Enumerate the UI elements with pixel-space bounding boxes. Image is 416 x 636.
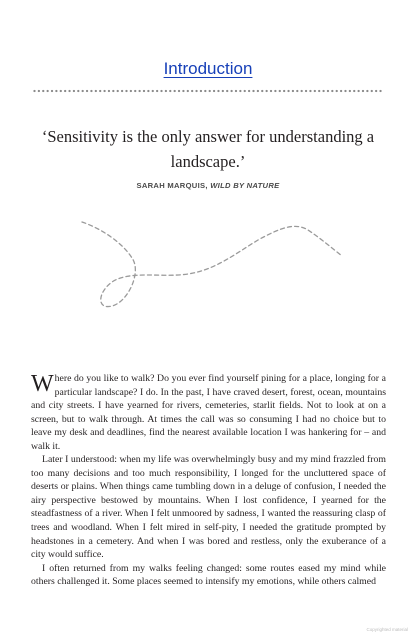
- divider-dot: [191, 90, 193, 92]
- divider-dot: [86, 90, 88, 92]
- divider-dot: [33, 90, 35, 92]
- divider-dot: [366, 90, 368, 92]
- divider-dot: [353, 90, 355, 92]
- divider-dot: [309, 90, 311, 92]
- divider-dot: [301, 90, 303, 92]
- divider-dot: [64, 90, 66, 92]
- divider-dot: [82, 90, 84, 92]
- divider-dot: [55, 90, 57, 92]
- divider-dot: [379, 90, 381, 92]
- divider-dot: [195, 90, 197, 92]
- divider-dot: [130, 90, 132, 92]
- body-text: [31, 372, 386, 589]
- dotted-divider: [33, 89, 383, 93]
- divider-dot: [261, 90, 263, 92]
- dashed-squiggle-ornament: [70, 210, 360, 320]
- drop-cap: W: [31, 371, 54, 397]
- divider-dot: [340, 90, 342, 92]
- divider-dot: [287, 90, 289, 92]
- divider-dot: [296, 90, 298, 92]
- divider-dot: [235, 90, 237, 92]
- divider-dot: [95, 90, 97, 92]
- divider-dot: [112, 90, 114, 92]
- divider-dot: [213, 90, 215, 92]
- divider-dot: [108, 90, 110, 92]
- divider-dot: [174, 90, 176, 92]
- divider-dot: [46, 90, 48, 92]
- divider-dot: [292, 90, 294, 92]
- divider-dot: [99, 90, 101, 92]
- divider-dot: [204, 90, 206, 92]
- divider-dot: [270, 90, 272, 92]
- divider-dot: [239, 90, 241, 92]
- epigraph-quote: ‘Sensitivity is the only answer for understanding a landscape.’: [41, 127, 375, 171]
- divider-dot: [217, 90, 219, 92]
- divider-dot: [60, 90, 62, 92]
- paragraph: [31, 372, 386, 453]
- divider-dot: [265, 90, 267, 92]
- divider-dot: [121, 90, 123, 92]
- divider-dot: [279, 90, 281, 92]
- divider-dot: [375, 90, 377, 92]
- paragraph: Later I understood: when my life was overwhelmingly busy and my mind frazzled from too many decisions and too much responsibility, I longed for the uncluttered space of deserts or plains. When things came tumbling down in a deluge of confusion, I needed the airy perspective bestowed by mountains. When I lost confidence, I yearned for the steadfastness of a river. When I felt unmoored by sadness, I wanted the reassuring clasp of trees and woodland. When I felt mired in self-pity, I needed the gratitude prompted by headstones in a cemetery. And when I was bored and restless, only the exuberance of a city would suffice.: [31, 454, 386, 561]
- divider-dot: [318, 90, 320, 92]
- divider-dot: [156, 90, 158, 92]
- divider-dot: [322, 90, 324, 92]
- divider-dot: [138, 90, 140, 92]
- divider-dot: [187, 90, 189, 92]
- divider-dot: [314, 90, 316, 92]
- divider-dot: [73, 90, 75, 92]
- divider-dot: [283, 90, 285, 92]
- epigraph-book: WILD BY NATURE: [210, 181, 280, 190]
- divider-dot: [257, 90, 259, 92]
- divider-dot: [68, 90, 70, 92]
- divider-dot: [178, 90, 180, 92]
- divider-dot: [230, 90, 232, 92]
- divider-dot: [169, 90, 171, 92]
- divider-dot: [134, 90, 136, 92]
- divider-dot: [305, 90, 307, 92]
- paragraph: I often returned from my walks feeling changed: some routes eased my mind while others challenged it. Some places seemed to intensify my emotions, while others calmed: [31, 562, 386, 588]
- divider-dot: [209, 90, 211, 92]
- divider-dot: [349, 90, 351, 92]
- divider-dot: [252, 90, 254, 92]
- divider-dot: [103, 90, 105, 92]
- divider-dot: [125, 90, 127, 92]
- divider-dot: [244, 90, 246, 92]
- divider-dot: [344, 90, 346, 92]
- divider-dot: [147, 90, 149, 92]
- paragraph-text: here do you like to walk? Do you ever find yourself pining for a place, longing for a particular landscape? I do. In the past, I have craved desert, forest, ocean, mountains and city streets. I have yearned for rivers, cemeteries, starlit fields. Not to look at on a screen, but to walk through. At times the call was so consuming I had no choice but to leave my desk and deadlines, find the nearest available location I was hankering for – and walk it.: [31, 373, 386, 452]
- divider-dot: [182, 90, 184, 92]
- divider-dot: [117, 90, 119, 92]
- divider-dot: [90, 90, 92, 92]
- divider-dot: [327, 90, 329, 92]
- divider-dot: [77, 90, 79, 92]
- divider-dot: [42, 90, 44, 92]
- divider-dot: [152, 90, 154, 92]
- chapter-title: Introduction: [163, 59, 253, 78]
- divider-dot: [38, 90, 40, 92]
- divider-dot: [331, 90, 333, 92]
- divider-dot: [274, 90, 276, 92]
- divider-dot: [165, 90, 167, 92]
- divider-dot: [222, 90, 224, 92]
- divider-dot: [160, 90, 162, 92]
- copyright-notice: Copyrighted material: [366, 627, 408, 632]
- divider-dot: [336, 90, 338, 92]
- divider-dot: [371, 90, 373, 92]
- divider-dot: [143, 90, 145, 92]
- epigraph-author: SARAH MARQUIS,: [136, 181, 208, 190]
- divider-dot: [226, 90, 228, 92]
- divider-dot: [357, 90, 359, 92]
- epigraph-attribution: [0, 181, 416, 190]
- divider-dot: [362, 90, 364, 92]
- divider-dot: [248, 90, 250, 92]
- divider-dot: [200, 90, 202, 92]
- divider-dot: [51, 90, 53, 92]
